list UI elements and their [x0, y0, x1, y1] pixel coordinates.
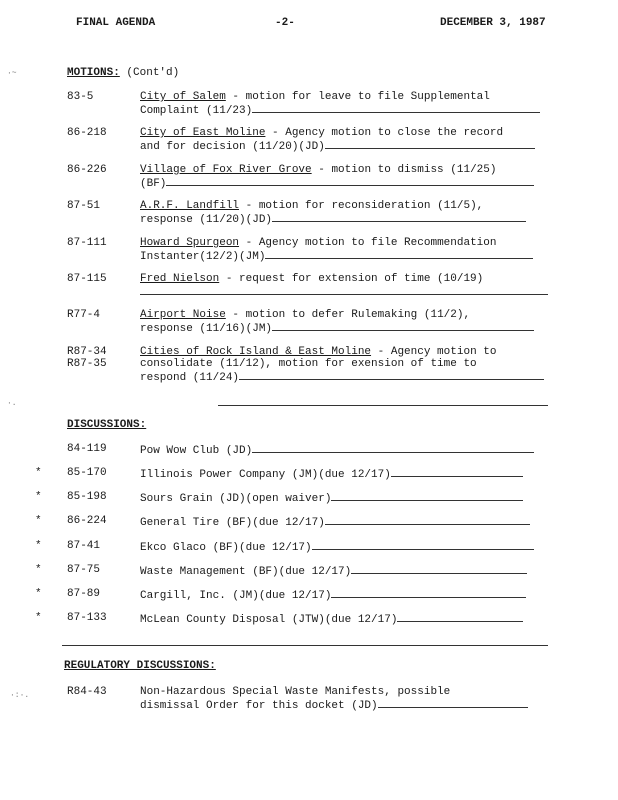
docket-number: R87-34	[67, 346, 107, 358]
discussion-item: * 87-75 Waste Management (BF)(due 12/17)	[0, 564, 618, 578]
docket-number: 83-5	[67, 91, 94, 103]
party-name: A.R.F. Landfill	[140, 200, 240, 212]
discussion-item: * 85-198 Sours Grain (JD)(open waiver)	[0, 491, 618, 505]
party-name: Fred Nielson	[140, 273, 220, 285]
star-marker: *	[35, 491, 42, 503]
docket-number: 87-111	[67, 237, 107, 249]
scan-speck: ·.	[7, 399, 17, 408]
header-date: DECEMBER 3, 1987	[440, 17, 546, 29]
party-name: Howard Spurgeon	[140, 237, 240, 249]
scan-speck: ·~	[7, 69, 17, 78]
docket-number: 86-224	[67, 515, 107, 527]
party-name: Cities of Rock Island & East Moline	[140, 346, 372, 358]
page-number: -2-	[275, 17, 295, 29]
star-marker: *	[35, 540, 42, 552]
docket-number: 85-170	[67, 467, 107, 479]
discussion-item: * 87-41 Ekco Glaco (BF)(due 12/17)	[0, 540, 618, 554]
regulatory-heading: REGULATORY DISCUSSIONS:	[64, 660, 216, 672]
discussions-heading: DISCUSSIONS:	[67, 419, 147, 431]
party-name: City of Salem	[140, 91, 226, 103]
scan-speck: ·:·.	[10, 691, 30, 700]
discussion-item: * 86-224 General Tire (BF)(due 12/17)	[0, 515, 618, 529]
docket-number: 86-218	[67, 127, 107, 139]
docket-number: 87-133	[67, 612, 107, 624]
docket-number: 84-119	[67, 443, 107, 455]
header-title: FINAL AGENDA	[76, 17, 156, 29]
discussion-item: * 85-170 Illinois Power Company (JM)(due 12/17)	[0, 467, 618, 481]
docket-number: 87-41	[67, 540, 101, 552]
discussion-item: 84-119 Pow Wow Club (JD)	[0, 443, 618, 457]
docket-number: 87-75	[67, 564, 101, 576]
party-name: Village of Fox River Grove	[140, 164, 312, 176]
motions-heading: MOTIONS: (Cont'd)	[67, 67, 180, 79]
star-marker: *	[35, 515, 42, 527]
docket-number: 87-89	[67, 588, 101, 600]
party-name: City of East Moline	[140, 127, 266, 139]
section-divider	[62, 645, 548, 646]
docket-number: R87-35	[67, 358, 107, 370]
star-marker: *	[35, 467, 42, 479]
discussion-item: * 87-133 McLean County Disposal (JTW)(due 12/17)	[0, 612, 618, 626]
section-divider	[218, 405, 548, 406]
discussion-item: * 87-89 Cargill, Inc. (JM)(due 12/17)	[0, 588, 618, 602]
docket-number: 85-198	[67, 491, 107, 503]
docket-number: 87-51	[67, 200, 101, 212]
party-name: Airport Noise	[140, 309, 226, 321]
docket-number: 86-226	[67, 164, 107, 176]
docket-number: 87-115	[67, 273, 107, 285]
star-marker: *	[35, 612, 42, 624]
docket-number: R77-4	[67, 309, 101, 321]
docket-number: R84-43	[67, 686, 107, 698]
star-marker: *	[35, 564, 42, 576]
star-marker: *	[35, 588, 42, 600]
